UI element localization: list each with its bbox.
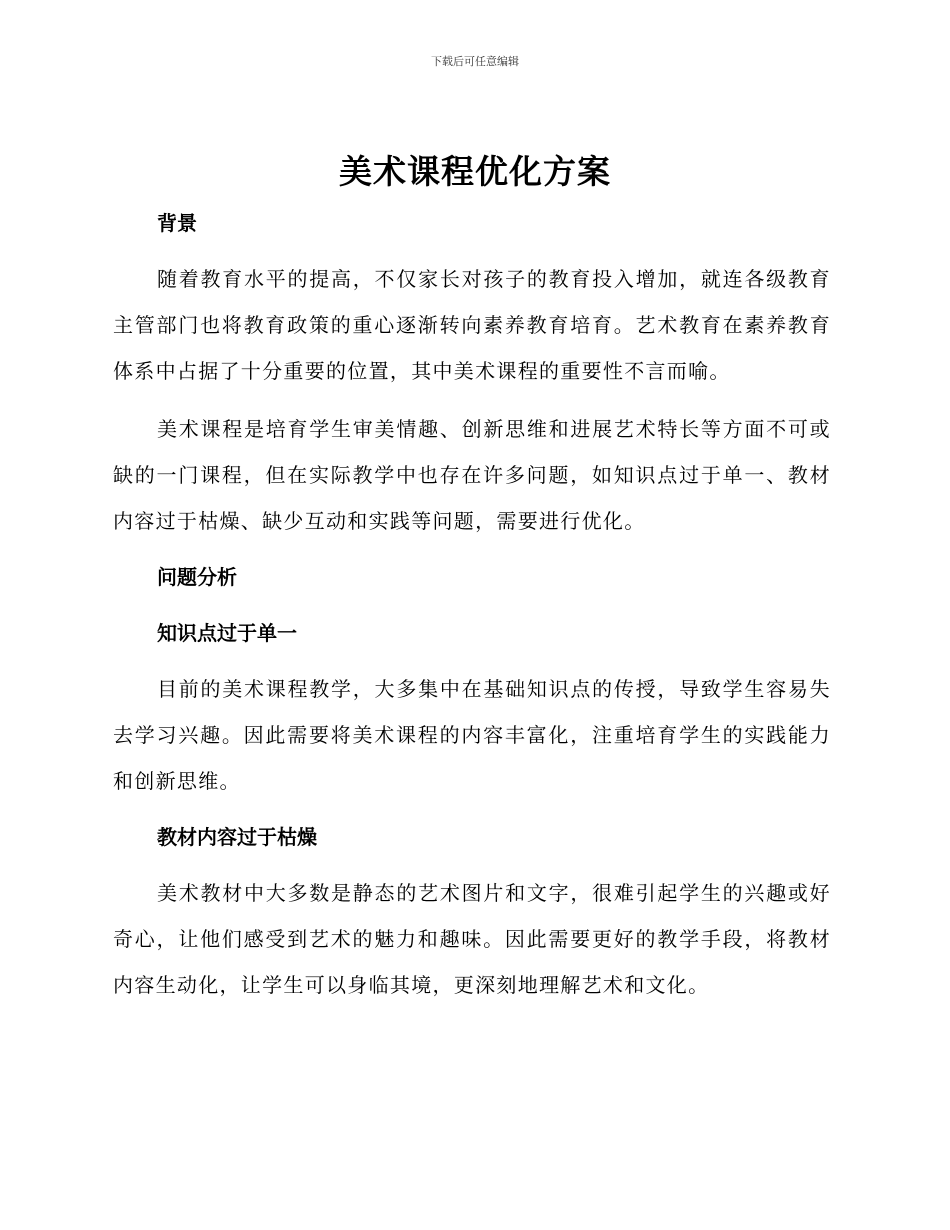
paragraph-background-1: 随着教育水平的提高，不仅家长对孩子的教育投入增加，就连各级教育主管部门也将教育政策的重心逐渐转向素养教育培育。艺术教育在素养教育体系中占据了十分重要的位置，其中美术课程的重要性不言而喻。 (113, 267, 831, 383)
paragraph-single-knowledge: 目前的美术课程教学，大多集中在基础知识点的传授，导致学生容易失去学习兴趣。因此需要将美术课程的内容丰富化，注重培育学生的实践能力和创新思维。 (113, 677, 831, 793)
document-body (113, 200, 831, 1008)
page-header: 下载后可任意编辑 (431, 55, 519, 68)
paragraph-background-2: 美术课程是培育学生审美情趣、创新思维和进展艺术特长等方面不可或缺的一门课程，但在实际教学中也存在许多问题，如知识点过于单一、教材内容过于枯燥、缺少互动和实践等问题，需要进行优化。 (113, 417, 831, 533)
document-title: 美术课程优化方案 (339, 152, 611, 191)
section-heading-problem-analysis: 问题分析 (157, 565, 237, 589)
subheading-dry-textbook: 教材内容过于枯燥 (157, 825, 317, 849)
section-heading-background: 背景 (157, 211, 197, 235)
paragraph-dry-textbook: 美术教材中大多数是静态的艺术图片和文字，很难引起学生的兴趣或好奇心，让他们感受到艺术的魅力和趣味。因此需要更好的教学手段，将教材内容生动化，让学生可以身临其境，更深刻地理解艺术和文化。 (113, 881, 831, 997)
subheading-single-knowledge: 知识点过于单一 (157, 621, 297, 645)
